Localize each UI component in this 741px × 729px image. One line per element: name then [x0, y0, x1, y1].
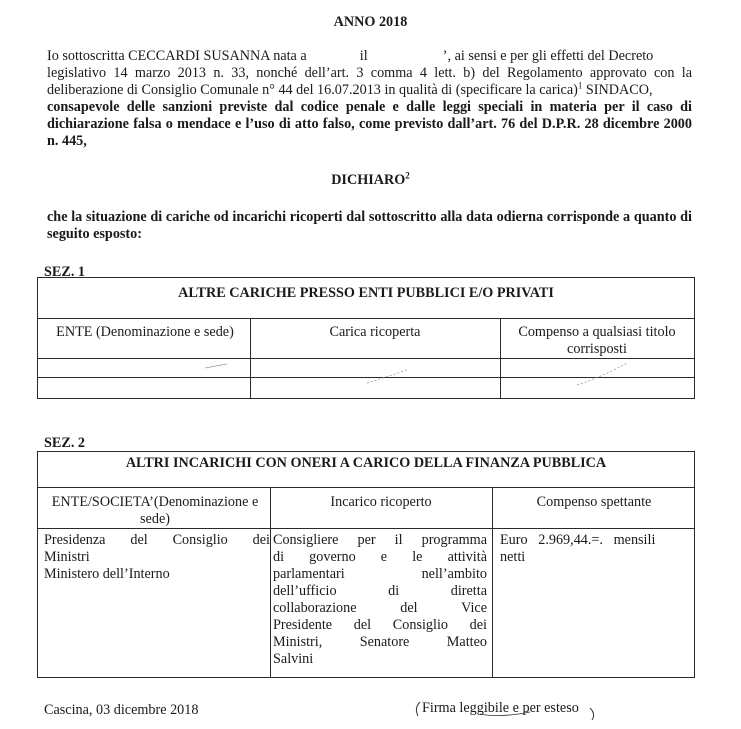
sez2-incarico-line: Ministri, Senatore Matteo — [273, 634, 487, 650]
intro-line-1-b: il — [359, 48, 368, 64]
sez2-incarico-line: parlamentari nell’ambito — [273, 566, 487, 582]
sez2-header-line — [37, 528, 695, 529]
sez1-col-compenso: Compenso a qualsiasi titolo corrisposti — [518, 324, 676, 357]
sez2-col-incarico: Incarico ricoperto — [330, 494, 432, 510]
empty-cell-strokes — [37, 355, 695, 399]
declare-heading — [0, 172, 741, 189]
sez2-incarico-line: Consigliere per il programma — [273, 532, 487, 548]
intro-line-1-a: Io sottoscritta CECCARDI SUSANNA nata a — [47, 48, 307, 64]
sez2-compenso-line-2: netti — [500, 549, 526, 565]
sez2-incarico-line: dell’ufficio di diretta — [273, 583, 487, 599]
sez2-col-compenso: Compenso spettante — [536, 494, 652, 510]
sez2-ente-line-1: Presidenza del Consiglio dei — [44, 532, 270, 548]
year-title: ANNO 2018 — [333, 14, 408, 30]
sez2-incarico-line: di governo e le attività — [273, 549, 487, 565]
sez2-incarico-cell — [273, 532, 487, 668]
intro-line-3 — [47, 82, 692, 99]
statement: che la situazione di cariche od incarichi ricoperti dal sottoscritto alla data odierna corrisponde a quanto di seguito esposto: — [47, 209, 692, 242]
sez2-col-divider-2 — [492, 488, 493, 678]
footnote-1-mark: 1 — [577, 80, 583, 91]
intro-line-1-c: ’, ai sensi e per gli effetti del Decreto — [442, 48, 654, 64]
sez2-incarico-line: Salvini — [273, 651, 314, 667]
signature-label: Firma leggibile e per esteso — [422, 700, 579, 716]
footnote-2-mark: 2 — [405, 170, 410, 181]
intro-line-3-a: deliberazione di Consiglio Comunale n° 44 del 16.07.2013 in qualità di (specificare la carica) — [47, 82, 578, 98]
sez2-incarico-line: collaborazione del Vice — [273, 600, 487, 616]
sez2-compenso-line-1: Euro 2.969,44.=. mensili — [500, 532, 656, 548]
sez1-col-carica: Carica ricoperta — [329, 324, 421, 340]
sez1-col-ente: ENTE (Denominazione e sede) — [56, 324, 234, 340]
sez2-ente-line-3: Ministero dell’Interno — [44, 566, 170, 582]
sez2-ente-line-2: Ministri — [44, 549, 90, 565]
signature-strokes — [410, 694, 620, 724]
sez2-ente-cell — [44, 532, 270, 583]
intro-line-1 — [47, 48, 692, 65]
sez1-label: SEZ. 1 — [44, 264, 86, 280]
sez2-incarico-line: Presidente del Consiglio dei — [273, 617, 487, 633]
sez2-col-divider-1 — [270, 488, 271, 678]
place-date: Cascina, 03 dicembre 2018 — [44, 702, 199, 718]
sez1-title: ALTRE CARICHE PRESSO ENTI PUBBLICI E/O PRIVATI — [178, 285, 554, 301]
declare-text: DICHIARO — [331, 172, 406, 188]
sez2-col-ente: ENTE/SOCIETA’(Denominazione e sede) — [51, 494, 259, 527]
sez2-compenso-cell — [500, 532, 690, 566]
sez2-title: ALTRI INCARICHI CON ONERI A CARICO DELLA FINANZA PUBBLICA — [125, 455, 607, 471]
intro-line-3-b: SINDACO, — [582, 82, 653, 98]
intro-bold-statement: consapevole delle sanzioni previste dal codice penale e dalle leggi speciali in materia per il caso di dichiarazione falsa o mendace e l’uso di atto falso, come previsto dall’art. 76 del D.P.R. 28 dicembre 2000 n. 445, — [47, 99, 692, 149]
intro-line-2: legislativo 14 marzo 2013 n. 33, nonché dell’art. 3 comma 4 lett. b) del Regolamento approvato con la — [47, 65, 692, 81]
sez2-label: SEZ. 2 — [44, 435, 86, 451]
